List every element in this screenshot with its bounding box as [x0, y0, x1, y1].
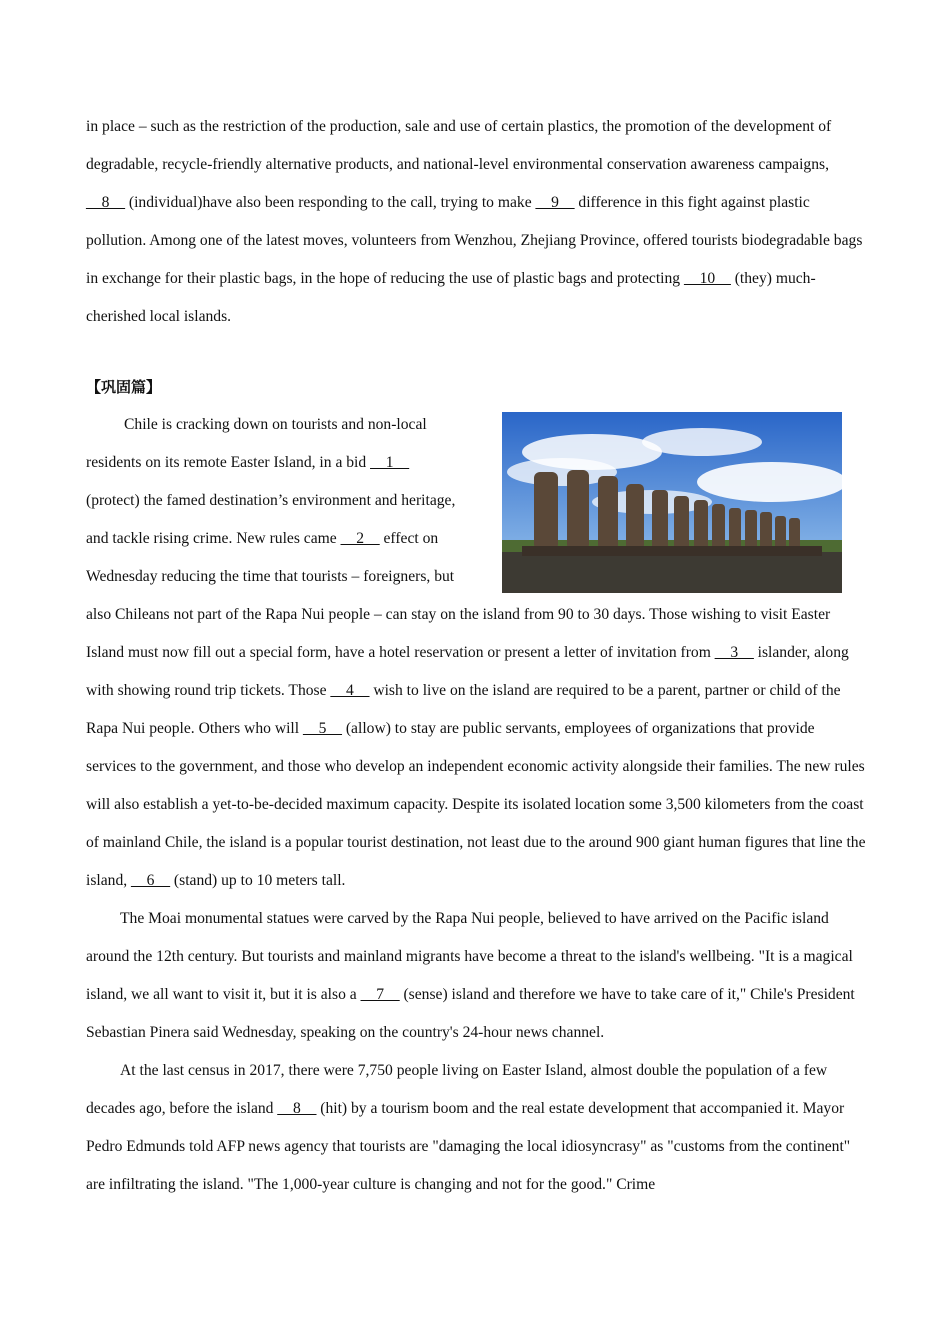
text-segment: (stand) up to 10 meters tall. [170, 872, 346, 889]
text-segment: difference in this fight against plastic pollution. Among one of the latest moves, volunteers from Wenzhou, Zhejiang Province, offered tourists biodegradable bags in exchange for their plastic bags, in the hope of reducing the use of plastic bags and protecting [86, 194, 863, 287]
text-segment: (individual)have also been responding to the call, trying to make [124, 194, 536, 211]
paragraph-continued [86, 108, 866, 336]
moai-statues-image [502, 412, 842, 593]
blank-5[interactable]: __5__ [302, 720, 342, 737]
blank-3[interactable]: __3__ [714, 644, 754, 661]
blank-8-second[interactable]: __8__ [277, 1100, 317, 1117]
text-segment: islander, along with showing round trip tickets. Those [86, 644, 849, 699]
blank-10[interactable]: __10__ [684, 270, 731, 287]
blank-2[interactable]: __2__ [340, 530, 380, 547]
blank-7[interactable]: __7__ [360, 986, 400, 1003]
text-segment: At the last census in 2017, there were 7,750 people living on Easter Island, almost double the population of a few decades ago, before the island [86, 1062, 828, 1117]
paragraph-3 [86, 1052, 866, 1204]
text-segment: effect on Wednesday reducing the time that tourists – foreigners, but also Chileans not part of the Rapa Nui people – can stay on the island from 90 to 30 days. Those wishing to visit Easter Island must now fill out a special form, have a hotel reservation or present a letter of invitation from [86, 530, 831, 661]
blank-1[interactable]: __1__ [370, 454, 410, 471]
blank-9[interactable]: __9__ [535, 194, 575, 211]
text-segment: (they) much-cherished local islands. [86, 270, 816, 325]
blank-8[interactable]: __8__ [86, 194, 125, 211]
text-segment: The Moai monumental statues were carved by the Rapa Nui people, believed to have arrived on the Pacific island around the 12th century. But tourists and mainland migrants have become a threat to the island's wellbeing. "It is a magical island, we all want to visit it, but it is also a [86, 910, 853, 1003]
text-segment: (protect) the famed destination’s environment and heritage, and tackle rising crime. New rules came [86, 492, 456, 547]
text-segment: Chile is cracking down on tourists and non-local residents on its remote Easter Island, in a bid [86, 416, 427, 471]
text-segment: (allow) to stay are public servants, employees of organizations that provide services to the government, and those who develop an independent economic activity alongside their families. The new rules will also establish a yet-to-be-decided maximum capacity. Despite its isolated location some 3,500 kilometers from the coast of mainland Chile, the island is a popular tourist destination, not least due to the around 900 giant human figures that line the island, [86, 720, 866, 889]
text-segment: (sense) island and therefore we have to take care of it," Chile's President Sebastian Pinera said Wednesday, speaking on the country's 24-hour news channel. [86, 986, 855, 1041]
text-segment: (hit) by a tourism boom and the real estate development that accompanied it. Mayor Pedro Edmunds told AFP news agency that tourists are "damaging the local idiosyncrasy" as "customs from the continent" are infiltrating the island. "The 1,000-year culture is changing and not for the good." Crime [86, 1100, 851, 1193]
blank-4[interactable]: __4__ [330, 682, 370, 699]
document-page [86, 108, 866, 1204]
text-segment: in place – such as the restriction of the production, sale and use of certain plastics, the promotion of the development of degradable, recycle-friendly alternative products, and national-level environmental conservation awareness campaigns, [86, 118, 832, 173]
text-segment: wish to live on the island are required to be a parent, partner or child of the Rapa Nui people. Others who will [86, 682, 841, 737]
paragraph-2 [86, 900, 866, 1052]
section-heading: 【巩固篇】 [86, 378, 162, 396]
blank-6[interactable]: __6__ [131, 872, 171, 889]
